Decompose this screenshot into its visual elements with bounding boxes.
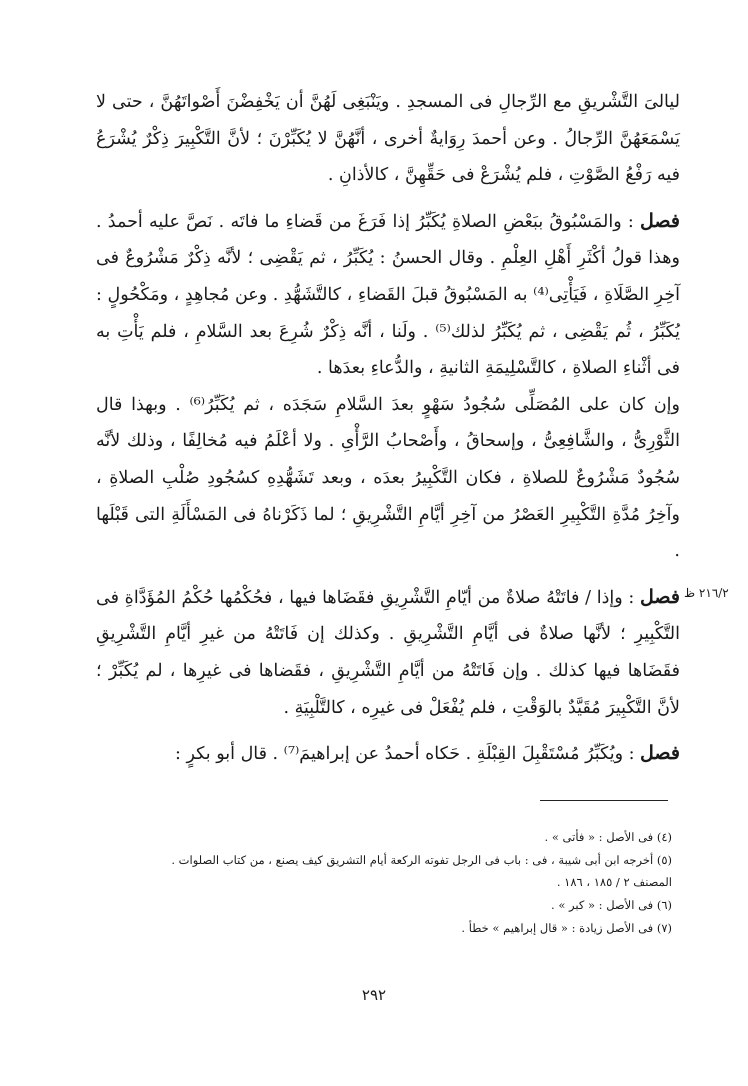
margin-reference: ٢١٦/٢ ظ: [684, 586, 729, 600]
paragraph-5-text: : ويُكَبِّرُ مُسْتَقْبِلَ القِبْلَةِ . حَكاه أحمدُ عن إبراهيمَ⁽⁷⁾ . قال أبو بكرٍ :: [175, 744, 641, 765]
footnote: المصنف ٢ / ١٨٥ ، ١٨٦ .: [556, 875, 672, 890]
paragraph-5: [96, 735, 680, 773]
footnote-divider: [540, 800, 668, 801]
main-text-block: [96, 84, 680, 773]
page-number: ٢٩٢: [361, 986, 387, 1004]
footnote: (٧) فى الأصل زيادة : « قال إبراهيم » خطأ .: [461, 920, 672, 935]
footnote: (٦) فى الأصل : « كبر » .: [551, 898, 672, 913]
footnote: (٥) أخرجه ابن أبى شيبة ، فى : باب فى الرجل تفوته الركعة أيام التشريق كيف يصنع ، من كتاب الصلوات .: [171, 852, 672, 867]
paragraph-2: [96, 203, 680, 387]
footnote: (٤) فى الأصل : « فأتى » .: [544, 830, 672, 844]
paragraph-4: [96, 579, 680, 726]
section-label: فصل: [640, 209, 680, 232]
section-label: فصل: [640, 742, 680, 765]
paragraph-3: [96, 387, 680, 570]
paragraph-1-text: ليالىَ التَّشْريقِ مع الرِّجالِ فى المسجدِ . ويَنْبَغِى لَهُنَّ أن يَخْفِضْنَ أَصْواتَهُنَّ ، حتى لا يَسْمَعَهُنَّ الرِّجالُ . وعن أحمدَ رِوَايةٌ أخرى ، أنَّهُنَّ لا يُكَبِّرْنَ ؛ لأنَّ التَّكْبِيرَ ذِكْرٌ يُشْرَعُ فيه رَفْعُ الصَّوْتِ ، فلم يُشْرَعْ فى حَقِّهِنَّ ، كالأذانِ .: [96, 92, 680, 186]
paragraph-1: [96, 84, 680, 194]
paragraph-3-text: وإن كان على المُصَلِّى سُجُودُ سَهْوٍ بعدَ السَّلامِ سَجَدَه ، ثم يُكَبِّرُ⁽⁶⁾ . وبهذا قال الثَّوْرِىُّ ، والشَّافِعِىُّ ، وإسحاقُ ، وأَصْحابُ الرَّأْىِ . ولا أعْلَمُ فيه مُخالِفًا ، وذلك لأنَّه سُجُودٌ مَشْرُوعٌ للصلاةِ ، فكان التَّكْبِيرُ بعدَه ، وبعد تَشَهُّدِهِ كسُجُودِ صُلْبِ الصلاةِ ، وآخِرُ مُدَّةِ التَّكْبِيرِ العَصْرُ من آخِرِ أيَّامِ التَّشْرِيقِ ؛ لما ذَكَرْناهُ فى المَسْأَلَةِ التى قَبْلَها .: [96, 394, 680, 562]
paragraph-2-text: : والمَسْبُوقُ ببَعْضِ الصلاةِ يُكَبِّرُ إذا فَرَغَ من قَضاءِ ما فاتَه . نَصَّ عليه أحمدُ . وهذا قولُ أكْثَرِ أَهْلِ العِلْمِ . وقال الحسنُ : يُكَبِّرُ ، ثم يَقْضِى ؛ لأنَّه ذِكْرٌ مَشْرُوعٌ فى آخِرِ الصَّلَاةِ ، فَيَأْتِى⁽⁴⁾ به المَسْبُوقُ قبلَ القَضاءِ ، كالتَّشَهُّدِ . وعن مُجاهِدٍ ، ومَكْحُولٍ : يُكَبِّرُ ، ثُم يَقْضِى ، ثم يُكَبِّرُ لذلك⁽⁵⁾ . ولَنا ، أنَّه ذِكْرٌ شُرِعَ بعد السَّلامِ ، فلم يَأْتِ به فى أثْناءِ الصلاةِ ، كالتَّسْلِيمَةِ الثانيةِ ، والدُّعاءِ بعدَها .: [96, 211, 680, 379]
section-label: فصل: [640, 585, 680, 608]
paragraph-4-text: : وإذا / فاتَتْهُ صلاةٌ من أيّامِ التَّشْرِيقِ فقَضَاها فيها ، فحُكْمُها حُكْمُ المُؤَدَّاةِ فى التَّكْبِيرِ ؛ لأنَّها صلاةٌ فى أيَّامِ التَّشْرِيقِ . وكذلك إن فَاتَتْهُ من غيرِ أيَّامِ التَّشْرِيقِ فقَضَاها فيها كذلك . وإن فَاتَتْهُ من أيَّامِ التَّشْرِيقِ ، فقَضاها فى غيرِها ، لم يُكَبِّرْ ؛ لأنَّ التَّكْبِيرَ مُقَيَّدٌ بالوَقْتِ ، فلم يُفْعَلْ فى غيرِه ، كالتَّلْبِيَةِ .: [96, 587, 680, 718]
footnotes: [96, 826, 672, 940]
